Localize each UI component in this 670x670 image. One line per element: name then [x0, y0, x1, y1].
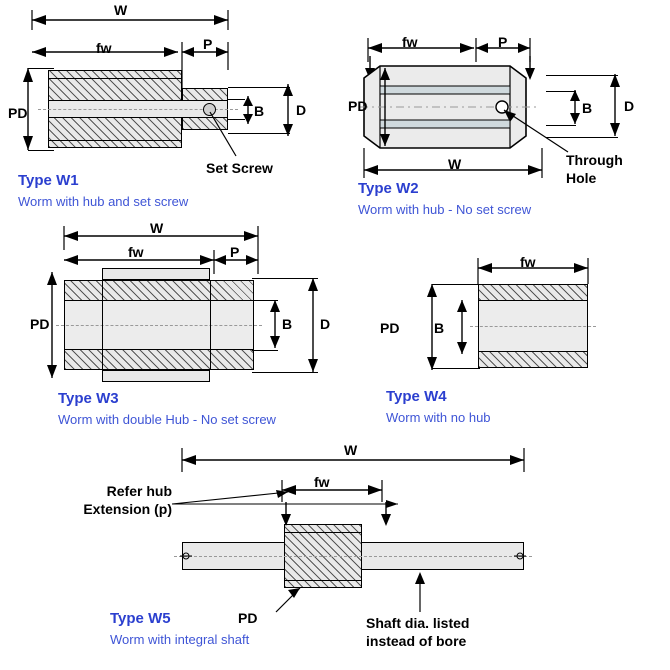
title-w4: Type W4 — [386, 388, 447, 405]
ext-d-top-w3 — [252, 278, 318, 279]
dimension-label-w-w5: W — [344, 442, 358, 458]
refer-hub-leader-w5 — [168, 488, 418, 514]
dimension-label-fw: fw — [96, 40, 112, 56]
figure-w1 — [0, 0, 320, 220]
dimension-label-pd: PD — [8, 105, 28, 121]
title-w3: Type W3 — [58, 390, 119, 407]
title-w5: Type W5 — [110, 610, 171, 627]
subtitle-w4: Worm with no hub — [386, 410, 491, 425]
dimension-label-d-w3: D — [320, 316, 331, 332]
dimension-p-w3 — [210, 248, 280, 270]
dimension-label-b: B — [254, 103, 265, 119]
annotation-shaft-dia — [366, 614, 469, 650]
dimension-label-fw-w4: fw — [520, 254, 536, 270]
hub-top-w3 — [102, 268, 210, 280]
centerline-w4 — [470, 326, 596, 327]
dimension-label-b-w2: B — [582, 100, 593, 116]
hub-bottom-w3 — [102, 370, 210, 382]
dimension-label-b-w3: B — [282, 316, 293, 332]
hub-edge-right-w3 — [210, 280, 211, 370]
annotation-set-screw: Set Screw — [206, 160, 273, 176]
figure-w5 — [60, 436, 670, 670]
dimension-w-w1 — [30, 6, 250, 30]
dimension-label-b-w4: B — [434, 320, 445, 336]
subtitle-w3: Worm with double Hub - No set screw — [58, 412, 276, 427]
annotation-refer-hub — [66, 482, 172, 518]
title-w1: Type W1 — [18, 172, 79, 189]
dimension-p-w2 — [474, 36, 550, 58]
title-w2: Type W2 — [358, 180, 419, 197]
dimension-label-pd-w4: PD — [380, 320, 400, 336]
ext-pd-top-w4 — [432, 284, 480, 285]
dimension-label-w-w3: W — [150, 220, 164, 236]
annotation-refer-hub-line1: Refer hub — [106, 483, 172, 499]
subtitle-w5: Worm with integral shaft — [110, 632, 250, 647]
dimension-fw-w4 — [476, 256, 606, 278]
ext-b-top-w1 — [227, 99, 245, 100]
annotation-shaft-dia-line1: Shaft dia. listed — [366, 615, 470, 631]
ext-line-pd-bot-w1 — [28, 150, 54, 151]
shaft-end-right-w5 — [512, 544, 528, 568]
dimension-d-w2 — [604, 70, 626, 146]
dimension-label-p-w3: P — [230, 244, 240, 260]
figure-w2 — [340, 0, 670, 230]
through-hole-leader-w2 — [500, 108, 584, 158]
dimension-label-fw-w2: fw — [402, 34, 418, 50]
dimension-fw-w2 — [366, 36, 486, 58]
dimension-fw-w3 — [62, 248, 232, 270]
dimension-pd-arrow-w2 — [376, 66, 394, 150]
worm-crest-bot-w5 — [285, 580, 361, 581]
ext-b-top-w2 — [546, 91, 576, 92]
ext-d-top-w1 — [228, 87, 290, 88]
centerline-w5 — [174, 556, 532, 557]
annotation-shaft-dia-line2: instead of bore — [366, 633, 467, 650]
dimension-label-fw-w3: fw — [128, 244, 144, 260]
ext-pd-bot-w4 — [432, 368, 480, 369]
dimension-label-w: W — [114, 2, 128, 18]
figure-w3 — [20, 218, 350, 433]
dimension-label-pd-w3: PD — [30, 316, 50, 332]
shaft-dia-leader-w5 — [410, 572, 430, 616]
annotation-through-hole — [566, 152, 623, 187]
dimension-w-w3 — [62, 224, 282, 246]
dimension-label-p: P — [203, 36, 213, 52]
centerline-w3 — [56, 325, 262, 326]
ext-line-pd-top-w1 — [28, 68, 54, 69]
hub-edge-left-w3 — [102, 280, 103, 370]
set-screw-leader-w1 — [196, 108, 256, 160]
worm-crest-top-w5 — [285, 532, 361, 533]
dimension-label-w-w2: W — [448, 156, 462, 172]
ext-b-bot-w3 — [252, 350, 278, 351]
dimension-label-fw-w5: fw — [314, 474, 330, 490]
dimension-label-pd-w5: PD — [238, 610, 258, 626]
shaft-end-left-w5 — [178, 544, 194, 568]
ext-b-top-w3 — [252, 300, 278, 301]
annotation-through: Through — [566, 152, 623, 168]
dimension-label-pd-w2: PD — [348, 98, 368, 114]
dimension-p-w1 — [180, 40, 250, 62]
dimension-label-d-w2: D — [624, 98, 635, 114]
dimension-b-w4 — [452, 296, 472, 360]
subtitle-w1: Worm with hub and set screw — [18, 194, 189, 209]
dimension-w-w5 — [178, 446, 538, 470]
subtitle-w2: Worm with hub - No set screw — [358, 202, 532, 217]
annotation-refer-hub-line2: Extension (p) — [83, 501, 172, 518]
figure-w4 — [370, 250, 660, 430]
annotation-hole: Hole — [566, 169, 597, 186]
dimension-label-d: D — [296, 102, 307, 118]
dimension-label-p-w2: P — [498, 34, 508, 50]
pd-leader-w5 — [260, 586, 306, 618]
ext-d-top-w2 — [546, 75, 618, 76]
thread-line-w1 — [49, 78, 181, 79]
thread-line2-w1 — [49, 140, 181, 141]
ext-d-bot-w3 — [252, 372, 318, 373]
